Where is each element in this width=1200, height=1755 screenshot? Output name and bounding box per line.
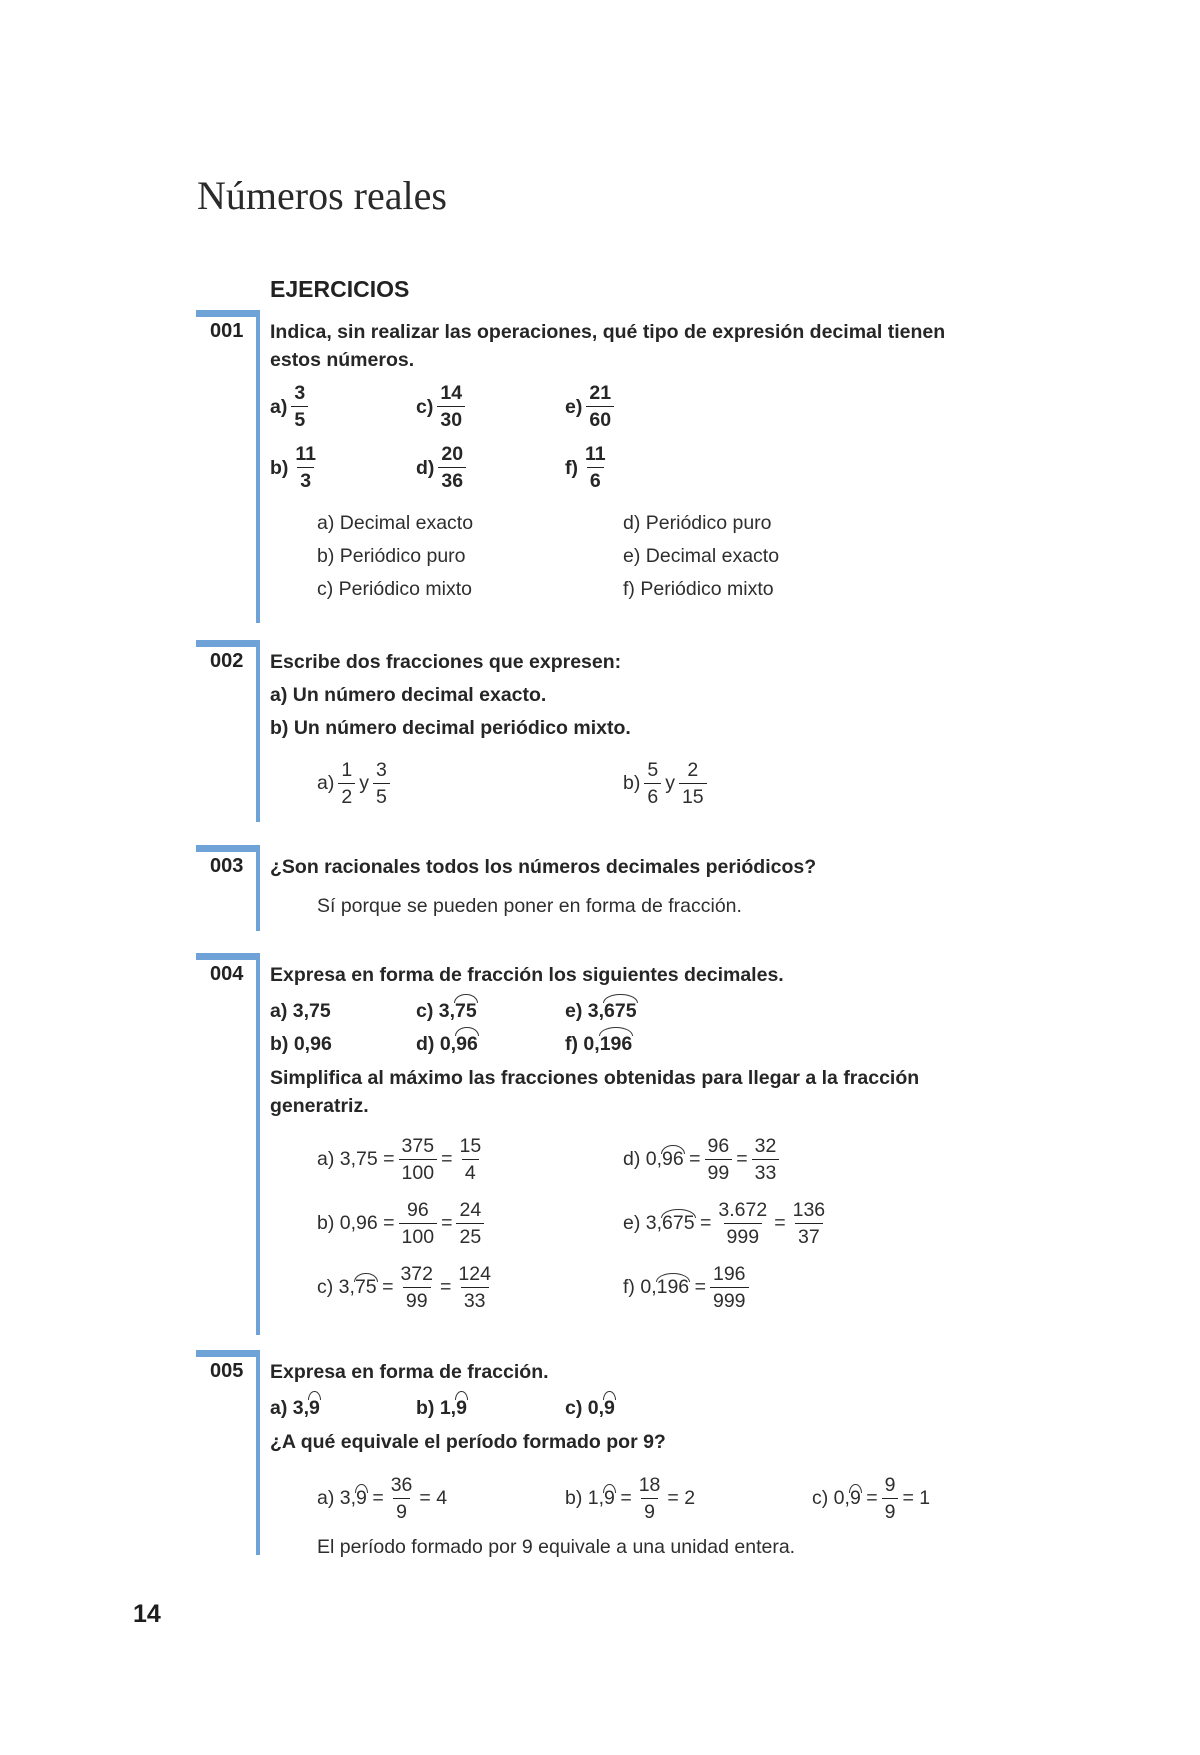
answer-text: Decimal exacto bbox=[645, 545, 780, 567]
integer-part: 3, bbox=[338, 1276, 355, 1298]
decimal-part: 96 bbox=[356, 1212, 378, 1234]
answer-equation bbox=[317, 1197, 488, 1250]
item-label: f) bbox=[565, 1033, 578, 1055]
answer-text: Periódico mixto bbox=[640, 578, 774, 600]
denominator: 100 bbox=[399, 1159, 438, 1186]
conjunction: y bbox=[359, 772, 369, 794]
integer-part: 0, bbox=[587, 1397, 605, 1419]
item-label: f) bbox=[565, 456, 578, 479]
exercise-prompt: Indica, sin realizar las operaciones, qué tipo de expresión decimal tienen estos números. bbox=[270, 321, 946, 371]
denominator: 99 bbox=[705, 1159, 733, 1186]
integer-part: 1, bbox=[439, 1397, 457, 1419]
exercise-tab-001 bbox=[196, 310, 260, 317]
equals-sign: = bbox=[689, 1148, 701, 1170]
answer-fractions-b bbox=[623, 757, 711, 810]
answer-label: b) bbox=[565, 1487, 583, 1509]
answer-line bbox=[317, 578, 472, 601]
answer-line bbox=[317, 512, 473, 535]
fraction-item bbox=[565, 380, 618, 433]
answer-line bbox=[317, 545, 466, 568]
numerator: 372 bbox=[400, 1263, 433, 1285]
denominator: 6 bbox=[587, 467, 604, 494]
exercise-tab-004 bbox=[196, 953, 260, 960]
equals-sign: = bbox=[440, 1276, 452, 1298]
equals-sign: = bbox=[383, 1148, 395, 1170]
page-number: 14 bbox=[133, 1600, 161, 1628]
answer-label: a) bbox=[317, 1487, 335, 1509]
item-label: a) bbox=[270, 1397, 288, 1419]
equals-sign: = bbox=[694, 1276, 706, 1298]
period-digits: 9 bbox=[604, 1487, 615, 1509]
decimal-item bbox=[270, 1394, 320, 1422]
denominator: 9 bbox=[641, 1498, 658, 1525]
item-label: e) bbox=[565, 1000, 583, 1022]
denominator: 3 bbox=[297, 467, 314, 494]
denominator: 60 bbox=[586, 406, 614, 433]
answer-label: a) bbox=[317, 772, 335, 794]
decimal-part: 75 bbox=[356, 1148, 378, 1170]
exercise-rule-002 bbox=[256, 640, 260, 822]
exercise-prompt-2: ¿A qué equivale el período formado por 9? bbox=[270, 1431, 666, 1453]
item-label: b) bbox=[270, 456, 289, 479]
answer-equation bbox=[623, 1261, 753, 1314]
equals-sign: = bbox=[419, 1487, 431, 1509]
equals-sign: = bbox=[866, 1487, 878, 1509]
item-label: c) bbox=[416, 1000, 434, 1022]
period-digits: 96 bbox=[456, 1030, 478, 1058]
equals-sign: = bbox=[700, 1212, 712, 1234]
equals-sign: = bbox=[372, 1487, 384, 1509]
item-label: b) bbox=[416, 1397, 435, 1419]
period-digits: 96 bbox=[662, 1148, 684, 1170]
integer-part: 0, bbox=[583, 1033, 600, 1055]
answer-label: c) bbox=[317, 578, 334, 600]
exercise-tab-003 bbox=[196, 845, 260, 852]
equals-sign: = bbox=[902, 1487, 914, 1509]
numerator: 9 bbox=[884, 1474, 896, 1496]
period-digits: 196 bbox=[656, 1276, 690, 1298]
equals-sign: = bbox=[620, 1487, 632, 1509]
numerator: 11 bbox=[585, 443, 606, 465]
numerator: 18 bbox=[638, 1474, 661, 1496]
item-label: a) bbox=[270, 395, 288, 418]
equals-sign: = bbox=[774, 1212, 786, 1234]
equals-sign: = bbox=[441, 1212, 453, 1234]
numerator: 21 bbox=[589, 382, 612, 404]
denominator: 9 bbox=[393, 1498, 410, 1525]
denominator: 2 bbox=[338, 783, 355, 810]
integer-part: 3, bbox=[292, 1000, 310, 1022]
answer-equation bbox=[317, 1261, 498, 1314]
exercise-subitem: b) Un número decimal periódico mixto. bbox=[270, 717, 631, 739]
numerator: 124 bbox=[458, 1263, 491, 1285]
numerator: 375 bbox=[401, 1135, 435, 1157]
numerator: 14 bbox=[440, 382, 463, 404]
integer-part: 0, bbox=[439, 1033, 457, 1055]
decimal-item bbox=[416, 997, 477, 1025]
exercise-number: 002 bbox=[210, 650, 244, 672]
numerator: 15 bbox=[459, 1135, 482, 1157]
decimal-item bbox=[416, 1030, 478, 1058]
exercise-subitem: a) Un número decimal exacto. bbox=[270, 684, 547, 706]
numerator: 96 bbox=[707, 1135, 730, 1157]
answer-line bbox=[623, 512, 772, 535]
denominator: 15 bbox=[679, 783, 707, 810]
answer-equation bbox=[812, 1472, 930, 1525]
decimal-item bbox=[270, 997, 331, 1025]
answer-text: Periódico puro bbox=[645, 512, 772, 534]
denominator: 30 bbox=[437, 406, 465, 433]
equals-sign: = bbox=[667, 1487, 679, 1509]
decimal-part: 75 bbox=[309, 1000, 331, 1022]
answer-label: b) bbox=[623, 772, 641, 794]
denominator: 99 bbox=[403, 1287, 431, 1314]
period-digits: 196 bbox=[600, 1030, 633, 1058]
numerator: 36 bbox=[390, 1474, 413, 1496]
numerator: 20 bbox=[441, 443, 464, 465]
decimal-item bbox=[416, 1394, 467, 1422]
denominator: 4 bbox=[462, 1159, 479, 1186]
item-label: a) bbox=[270, 1000, 288, 1022]
item-label: e) bbox=[565, 395, 583, 418]
numerator: 196 bbox=[712, 1263, 746, 1285]
numerator: 2 bbox=[687, 759, 699, 781]
conjunction: y bbox=[665, 772, 675, 794]
equals-sign: = bbox=[382, 1276, 394, 1298]
result: 4 bbox=[436, 1487, 448, 1509]
answer-label: e) bbox=[623, 545, 641, 567]
decimal-part: 96 bbox=[310, 1033, 332, 1055]
page-title: Números reales bbox=[197, 173, 447, 218]
answer-line bbox=[623, 545, 779, 568]
denominator: 36 bbox=[438, 467, 466, 494]
exercise-prompt: Escribe dos fracciones que expresen: bbox=[270, 651, 622, 673]
item-label: c) bbox=[565, 1397, 583, 1419]
answer-label: b) bbox=[317, 545, 335, 567]
integer-part: 3, bbox=[339, 1487, 357, 1509]
answer-label: e) bbox=[623, 1212, 641, 1234]
decimal-item bbox=[565, 997, 637, 1025]
denominator: 100 bbox=[399, 1223, 438, 1250]
conclusion-text: El período formado por 9 equivale a una unidad entera. bbox=[317, 1536, 796, 1558]
period-digits: 675 bbox=[604, 997, 637, 1025]
exercise-tab-002 bbox=[196, 640, 260, 647]
period-digits: 9 bbox=[604, 1394, 615, 1422]
period-digits: 75 bbox=[455, 997, 477, 1025]
answer-label: c) bbox=[317, 1276, 334, 1298]
exercise-rule-005 bbox=[256, 1350, 260, 1555]
period-digits: 9 bbox=[309, 1394, 320, 1422]
answer-text: Periódico mixto bbox=[338, 578, 472, 600]
result: 1 bbox=[919, 1487, 931, 1509]
answer-text: Decimal exacto bbox=[339, 512, 474, 534]
answer-equation bbox=[317, 1472, 447, 1525]
answer-text: Periódico puro bbox=[339, 545, 466, 567]
answer-fractions-a bbox=[317, 757, 394, 810]
integer-part: 0, bbox=[339, 1212, 357, 1234]
section-heading: EJERCICIOS bbox=[270, 276, 410, 302]
exercise-number: 003 bbox=[210, 855, 244, 877]
fraction-item bbox=[270, 380, 312, 433]
decimal-item bbox=[565, 1030, 632, 1058]
numerator: 136 bbox=[792, 1199, 826, 1221]
numerator: 3 bbox=[294, 382, 306, 404]
numerator: 3 bbox=[375, 759, 387, 781]
integer-part: 1, bbox=[587, 1487, 605, 1509]
denominator: 5 bbox=[291, 406, 308, 433]
numerator: 1 bbox=[341, 759, 353, 781]
exercise-prompt: Expresa en forma de fracción. bbox=[270, 1361, 549, 1383]
integer-part: 0, bbox=[293, 1033, 311, 1055]
answer-text: Sí porque se pueden poner en forma de fracción. bbox=[317, 895, 742, 917]
integer-part: 0, bbox=[645, 1148, 663, 1170]
exercise-rule-004 bbox=[256, 953, 260, 1335]
answer-label: a) bbox=[317, 512, 335, 534]
integer-part: 3, bbox=[339, 1148, 357, 1170]
integer-part: 3, bbox=[292, 1397, 310, 1419]
numerator: 11 bbox=[295, 443, 317, 465]
denominator: 33 bbox=[461, 1287, 489, 1314]
numerator: 24 bbox=[459, 1199, 482, 1221]
exercise-prompt: ¿Son racionales todos los números decimales periódicos? bbox=[270, 856, 817, 878]
exercise-prompt-2: Simplifica al máximo las fracciones obtenidas para llegar a la fracción generatriz. bbox=[270, 1067, 920, 1117]
exercise-prompt: Expresa en forma de fracción los siguientes decimales. bbox=[270, 964, 784, 986]
answer-equation bbox=[623, 1133, 783, 1186]
answer-label: d) bbox=[623, 512, 641, 534]
exercise-number: 001 bbox=[210, 320, 244, 342]
answer-line bbox=[623, 578, 774, 601]
integer-part: 0, bbox=[833, 1487, 850, 1509]
item-label: d) bbox=[416, 1033, 435, 1055]
item-label: c) bbox=[416, 395, 434, 418]
result: 2 bbox=[684, 1487, 696, 1509]
period-digits: 9 bbox=[849, 1487, 861, 1509]
period-digits: 675 bbox=[662, 1212, 695, 1234]
integer-part: 3, bbox=[587, 1000, 605, 1022]
equals-sign: = bbox=[383, 1212, 395, 1234]
answer-equation bbox=[623, 1197, 832, 1250]
denominator: 25 bbox=[456, 1223, 484, 1250]
equals-sign: = bbox=[441, 1148, 453, 1170]
answer-equation bbox=[565, 1472, 695, 1525]
exercise-number: 004 bbox=[210, 963, 244, 985]
denominator: 999 bbox=[710, 1287, 749, 1314]
answer-label: d) bbox=[623, 1148, 641, 1170]
answer-label: f) bbox=[623, 1276, 635, 1298]
exercise-rule-001 bbox=[256, 310, 260, 623]
fraction-item bbox=[270, 441, 323, 494]
denominator: 33 bbox=[752, 1159, 780, 1186]
decimal-item bbox=[270, 1030, 332, 1058]
answer-equation bbox=[317, 1133, 488, 1186]
exercise-number: 005 bbox=[210, 1360, 244, 1382]
denominator: 5 bbox=[373, 783, 390, 810]
numerator: 96 bbox=[406, 1199, 429, 1221]
answer-label: a) bbox=[317, 1148, 335, 1170]
exercise-tab-005 bbox=[196, 1350, 260, 1357]
equals-sign: = bbox=[736, 1148, 748, 1170]
item-label: d) bbox=[416, 456, 435, 479]
denominator: 37 bbox=[795, 1223, 823, 1250]
period-digits: 75 bbox=[354, 1276, 377, 1298]
fraction-item bbox=[565, 441, 613, 494]
denominator: 6 bbox=[644, 783, 661, 810]
numerator: 32 bbox=[754, 1135, 777, 1157]
decimal-item bbox=[565, 1394, 615, 1422]
period-digits: 9 bbox=[356, 1487, 367, 1509]
answer-label: f) bbox=[623, 578, 635, 600]
fraction-item bbox=[416, 441, 470, 494]
item-label: b) bbox=[270, 1033, 289, 1055]
numerator: 3.672 bbox=[718, 1199, 768, 1221]
exercise-rule-003 bbox=[256, 845, 260, 931]
integer-part: 0, bbox=[640, 1276, 657, 1298]
integer-part: 3, bbox=[645, 1212, 663, 1234]
integer-part: 3, bbox=[438, 1000, 456, 1022]
numerator: 5 bbox=[647, 759, 659, 781]
denominator: 9 bbox=[882, 1498, 899, 1525]
denominator: 999 bbox=[724, 1223, 763, 1250]
answer-label: b) bbox=[317, 1212, 335, 1234]
period-digits: 9 bbox=[456, 1394, 467, 1422]
fraction-item bbox=[416, 380, 469, 433]
answer-label: c) bbox=[812, 1487, 829, 1509]
